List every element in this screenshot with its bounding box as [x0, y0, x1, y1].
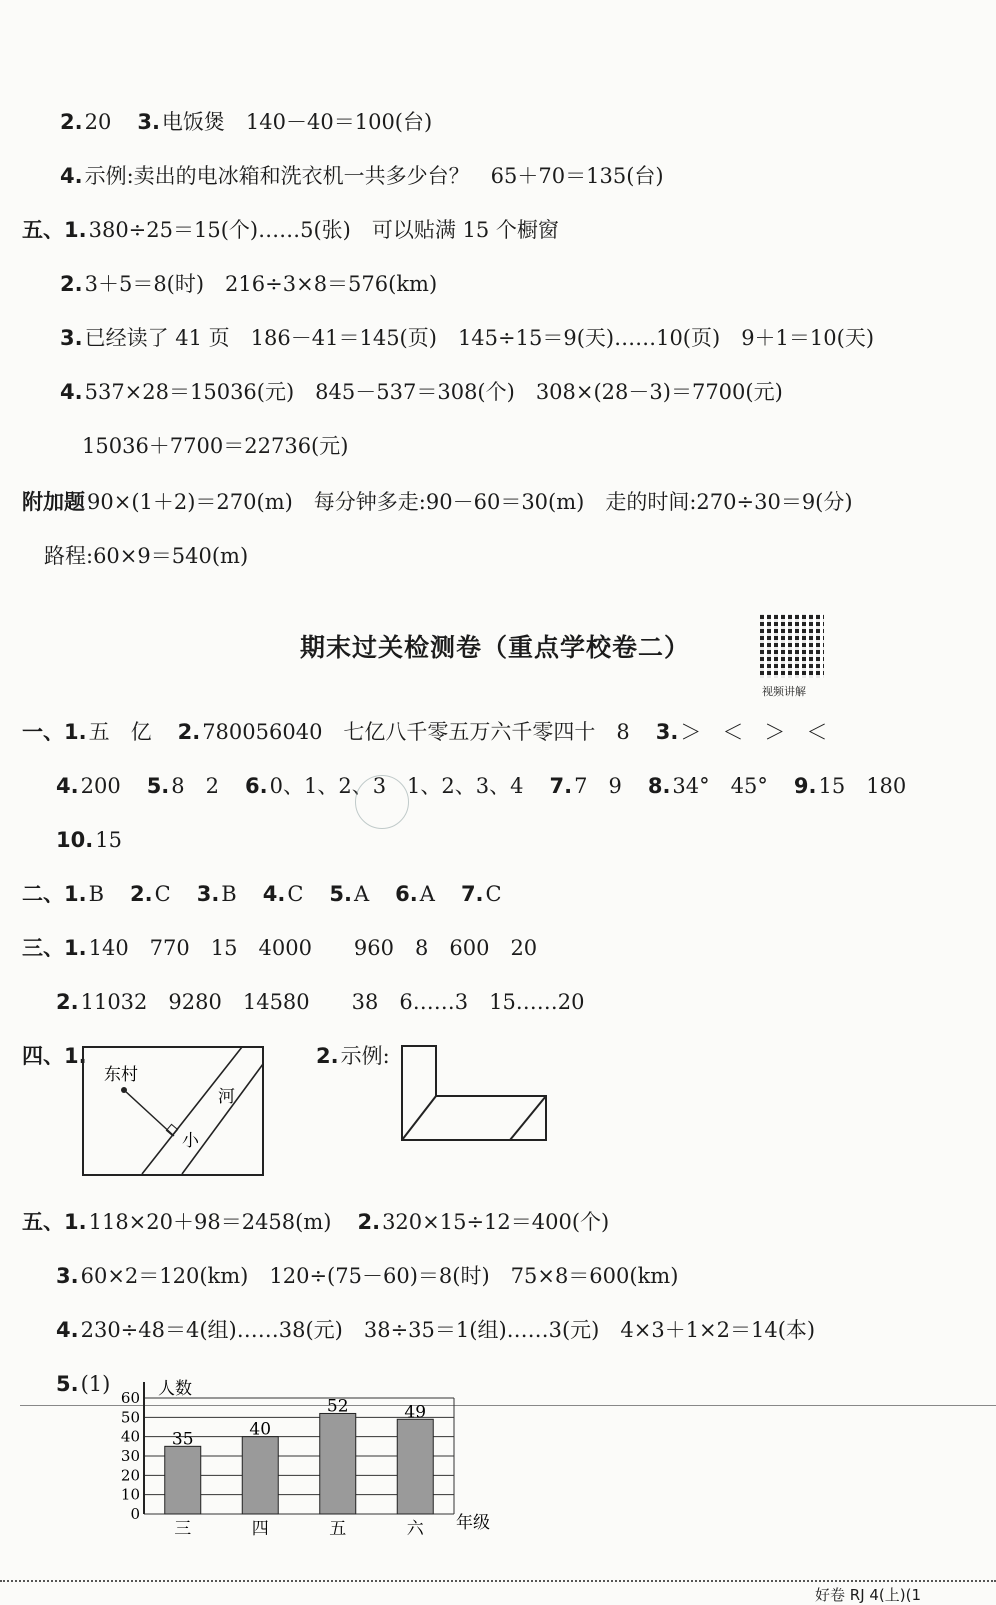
answer-text: 90×(1＋2)＝270(m) 每分钟多走:90－60＝30(m) 走的时间:270÷30＝9(分): [87, 490, 853, 514]
answer-text: 20: [84, 110, 112, 134]
answer-line: [22, 1208, 635, 1236]
item-number: 2.: [56, 990, 79, 1014]
item-number: 四、1.: [22, 1044, 87, 1068]
answer-text: 537×28＝15036(元) 845－537＝308(个) 308×(28－3)＝7700(元): [84, 380, 783, 404]
y-tick-label: 0: [130, 1505, 140, 1523]
answer-text: 3＋5＝8(时) 216÷3×8＝576(km): [84, 272, 438, 296]
answer-line: [22, 216, 585, 244]
answer-text: 15 180: [818, 774, 907, 798]
answer-text: 已经读了 41 页 186－41＝145(页) 145÷15＝9(天)……10(页) 9＋1＝10(天): [84, 326, 875, 350]
y-tick-label: 50: [120, 1408, 140, 1427]
x-tick-label: 三: [174, 1519, 192, 1536]
footer-line: [0, 1580, 996, 1582]
answer-text: 780056040 七亿八千零五万六千零四十 8: [202, 720, 630, 744]
answer-line: [22, 488, 879, 516]
item-number: 10.: [56, 828, 94, 852]
answer-text: C: [485, 882, 502, 906]
item-number: 2.: [357, 1210, 381, 1234]
answer-text: 140 770 15 4000 960 8 600 20: [88, 936, 538, 960]
answer-line: [56, 1262, 704, 1290]
y-tick-label: 20: [120, 1466, 140, 1485]
answer-text: 15: [95, 828, 122, 852]
answer-text: 15036＋7700＝22736(元): [82, 434, 349, 458]
answer-text: 380÷25＝15(个)……5(张) 可以贴满 15 个橱窗: [88, 218, 559, 242]
answer-line: [56, 988, 611, 1016]
answer-line: [44, 542, 274, 570]
answer-text: 7 9: [574, 774, 622, 798]
map-village-label: 东村: [104, 1065, 138, 1085]
answer-text: 230÷48＝4(组)……38(元) 38÷35＝1(组)……3(元) 4×3＋1×2＝14(本): [80, 1318, 816, 1342]
item-number: 7.: [549, 774, 573, 798]
answer-text: 320×15÷12＝400(个): [382, 1210, 610, 1234]
x-axis-label: 年级: [456, 1513, 490, 1533]
x-tick-label: 五: [329, 1519, 347, 1536]
item-number: 3.: [60, 326, 83, 350]
item-number: 4.: [60, 380, 83, 404]
answer-line: [82, 432, 374, 460]
answer-text: 8 2: [171, 774, 220, 798]
y-axis-label: 人数: [158, 1379, 192, 1399]
item-number: 3.: [655, 720, 679, 744]
item-number: 2.: [60, 272, 83, 296]
x-tick-label: 六: [406, 1519, 424, 1536]
bar: [320, 1413, 356, 1514]
y-tick-label: 10: [120, 1485, 140, 1504]
answer-text: C: [287, 882, 304, 906]
item-number: 4.: [60, 164, 83, 188]
answer-text: 电饭煲 140－40＝100(台): [161, 110, 433, 134]
map-river-label: 河: [218, 1087, 235, 1107]
answer-text: 路程:60×9＝540(m): [44, 544, 249, 568]
answer-text: ＞ ＜ ＞ ＜: [680, 720, 828, 744]
qr-caption: 视频讲解: [762, 685, 806, 698]
bar: [397, 1419, 433, 1514]
y-tick-label: 30: [120, 1447, 140, 1465]
item-number: 2.: [130, 882, 153, 906]
answer-line: [22, 718, 853, 746]
item-number: 9.: [793, 774, 817, 798]
answer-line: [60, 378, 809, 406]
answer-text: 34° 45°: [672, 774, 768, 798]
item-number: 7.: [460, 882, 484, 906]
answer-text: C: [154, 882, 171, 906]
map-school-label: 小: [182, 1131, 199, 1151]
answer-text: 118×20＋98＝2458(m): [88, 1210, 332, 1234]
answer-text: 200: [80, 774, 121, 798]
answer-line: [56, 1316, 841, 1344]
answer-text: 60×2＝120(km) 120÷(75－60)＝8(时) 75×8＝600(km): [80, 1264, 679, 1288]
item-number: 4.: [262, 882, 286, 906]
item-number: 5.: [329, 882, 352, 906]
bar: [165, 1446, 201, 1514]
bar-value-label: 52: [326, 1396, 349, 1417]
map-figure: [82, 1046, 264, 1176]
answer-text: B: [88, 882, 105, 906]
y-tick-label: 40: [120, 1427, 140, 1446]
x-tick-label: 四: [251, 1519, 269, 1536]
item-number: 8.: [647, 774, 671, 798]
answer-text: A: [354, 882, 370, 906]
answer-line: [60, 108, 458, 136]
stamp-watermark: [355, 775, 409, 829]
answer-line: [60, 324, 900, 352]
answer-line: [22, 934, 563, 962]
item-number: 附加题: [22, 490, 85, 514]
bar-value-label: 35: [171, 1429, 194, 1450]
answer-text: 五 亿: [88, 720, 152, 744]
qr-code-icon[interactable]: [760, 614, 824, 678]
footer-text: 好卷 RJ 4(上)(1: [815, 1586, 922, 1604]
answer-line: [22, 1042, 89, 1070]
answer-line: [60, 162, 690, 190]
item-number: 三、1.: [22, 936, 87, 960]
answer-line: [60, 270, 463, 298]
bar-value-label: 49: [404, 1402, 427, 1423]
item-number: 4.: [56, 1318, 79, 1342]
shape-figure: [400, 1044, 550, 1144]
answer-text: B: [221, 882, 237, 906]
item-number: 5.: [56, 1372, 79, 1396]
item-number: 一、1.: [22, 720, 87, 744]
bar-chart: [100, 1376, 520, 1536]
item-number: 3.: [56, 1264, 79, 1288]
item-number: 2.: [60, 110, 83, 134]
item-number: 5.: [146, 774, 170, 798]
answer-line: [56, 772, 932, 800]
bar-value-label: 40: [249, 1419, 272, 1440]
section-title: 期末过关检测卷（重点学校卷二）: [300, 633, 691, 662]
answer-line: [56, 826, 148, 854]
answer-text: A: [419, 882, 435, 906]
y-tick-label: 60: [120, 1389, 140, 1407]
item-number: 五、1.: [22, 218, 87, 242]
answer-text: 示例:: [340, 1044, 390, 1068]
answer-line: [22, 880, 528, 908]
item-number: 3.: [137, 110, 160, 134]
item-number: 2.: [177, 720, 201, 744]
item-number: 4.: [56, 774, 79, 798]
item-number: 3.: [196, 882, 220, 906]
answer-text: 示例:卖出的电冰箱和洗衣机一共多少台？ 65＋70＝135(台): [84, 164, 664, 188]
bar: [242, 1437, 278, 1514]
item-number: 6.: [245, 774, 268, 798]
item-number: 二、1.: [22, 882, 87, 906]
answer-text: 0、1、2、3 1、2、3、4: [269, 774, 524, 798]
item-number: 2.: [316, 1044, 339, 1068]
item-number: 五、1.: [22, 1210, 87, 1234]
answer-text: (1): [80, 1372, 111, 1396]
item-number: 6.: [395, 882, 418, 906]
answer-text: 11032 9280 14580 38 6……3 15……20: [80, 990, 585, 1014]
